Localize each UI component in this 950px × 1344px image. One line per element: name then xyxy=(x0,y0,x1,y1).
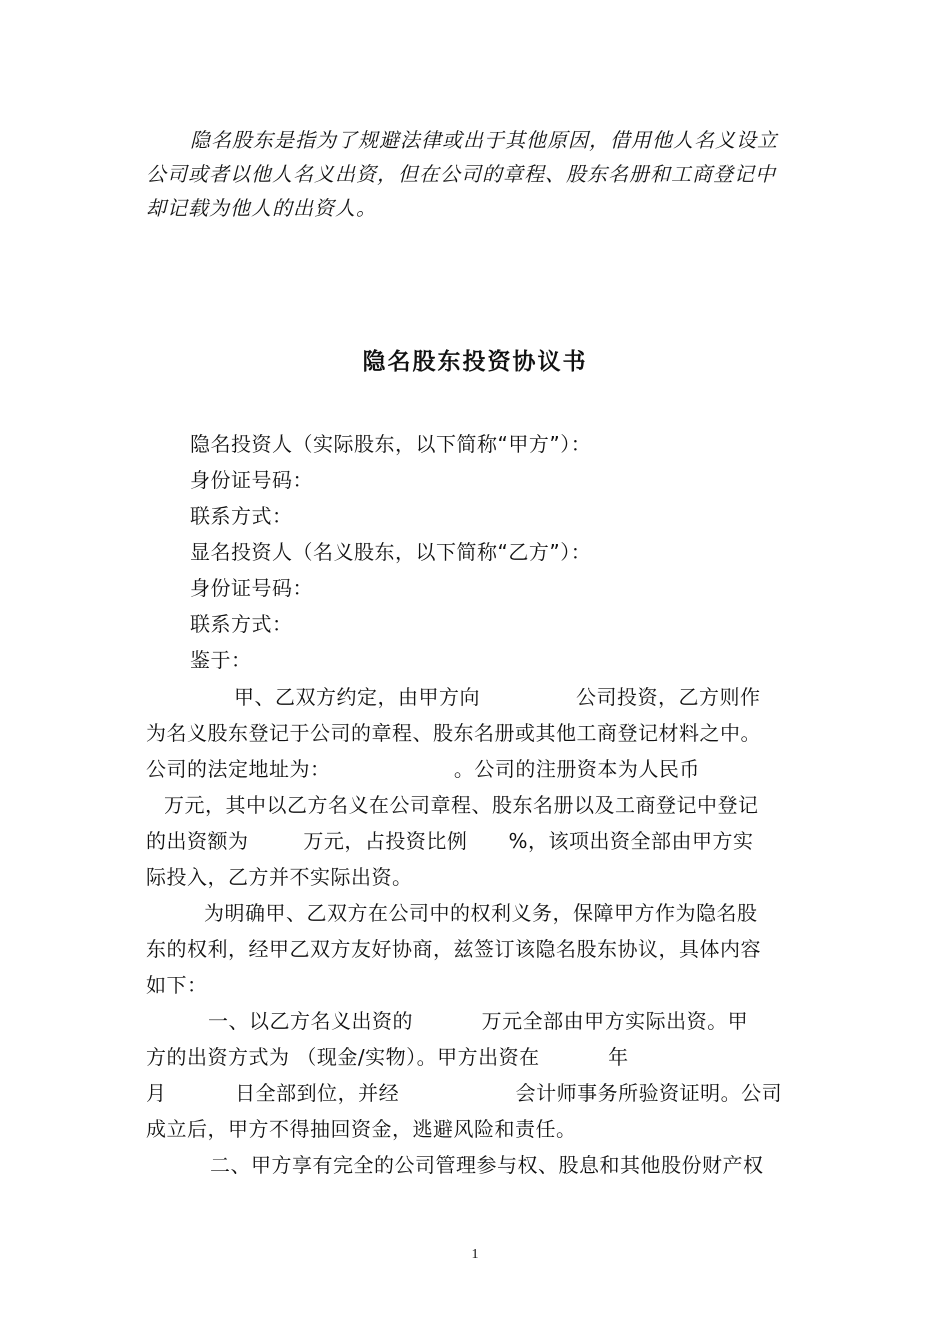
body-line: 甲、乙双方约定，由甲方向 公司投资，乙方则作 xyxy=(234,685,761,709)
body-line: 如下： xyxy=(146,973,208,997)
intro-line: 却记载为他人的出资人。 xyxy=(146,196,377,220)
party-line: 身份证号码： xyxy=(190,576,313,600)
party-line: 身份证号码： xyxy=(190,468,313,492)
body-line: 月 日全部到位，并经 会计师事务所验资证明。公司 xyxy=(146,1081,783,1105)
body-line: 一、以乙方名义出资的 万元全部由甲方实际出资。甲 xyxy=(208,1009,749,1033)
intro-line: 隐名股东是指为了规避法律或出于其他原因，借用他人名义设立 xyxy=(190,128,778,152)
party-line: 联系方式： xyxy=(190,612,293,636)
party-line: 隐名投资人（实际股东，以下简称“甲方”）： xyxy=(190,432,592,456)
body-line: 公司的法定地址为： 。公司的注册资本为人民币 xyxy=(146,757,700,781)
body-line: 际投入，乙方并不实际出资。 xyxy=(146,865,413,889)
body-line: 方的出资方式为 （现金/实物）。甲方出资在 年 xyxy=(146,1045,629,1069)
party-line: 联系方式： xyxy=(190,504,293,528)
party-line: 显名投资人（名义股东，以下简称“乙方”）： xyxy=(190,540,592,564)
body-line: 二、甲方享有完全的公司管理参与权、股息和其他股份财产权 xyxy=(210,1153,764,1177)
body-line: 为名义股东登记于公司的章程、股东名册或其他工商登记材料之中。 xyxy=(146,721,761,745)
party-line: 鉴于： xyxy=(190,648,252,672)
document-title: 隐名股东投资协议书 xyxy=(362,348,588,375)
body-line: 东的权利，经甲乙双方友好协商，兹签订该隐名股东协议，具体内容 xyxy=(146,937,761,961)
body-line: 万元，其中以乙方名义在公司章程、股东名册以及工商登记中登记 xyxy=(164,793,759,817)
page-number: 1 xyxy=(471,1247,479,1262)
body-line: 成立后，甲方不得抽回资金，逃避风险和责任。 xyxy=(146,1117,577,1141)
body-line: 的出资额为 万元，占投资比例 %，该项出资全部由甲方实 xyxy=(146,829,754,853)
body-line: 为明确甲、乙双方在公司中的权利义务，保障甲方作为隐名股 xyxy=(204,901,758,925)
intro-line: 公司或者以他人名义出资，但在公司的章程、股东名册和工商登记中 xyxy=(146,162,776,186)
